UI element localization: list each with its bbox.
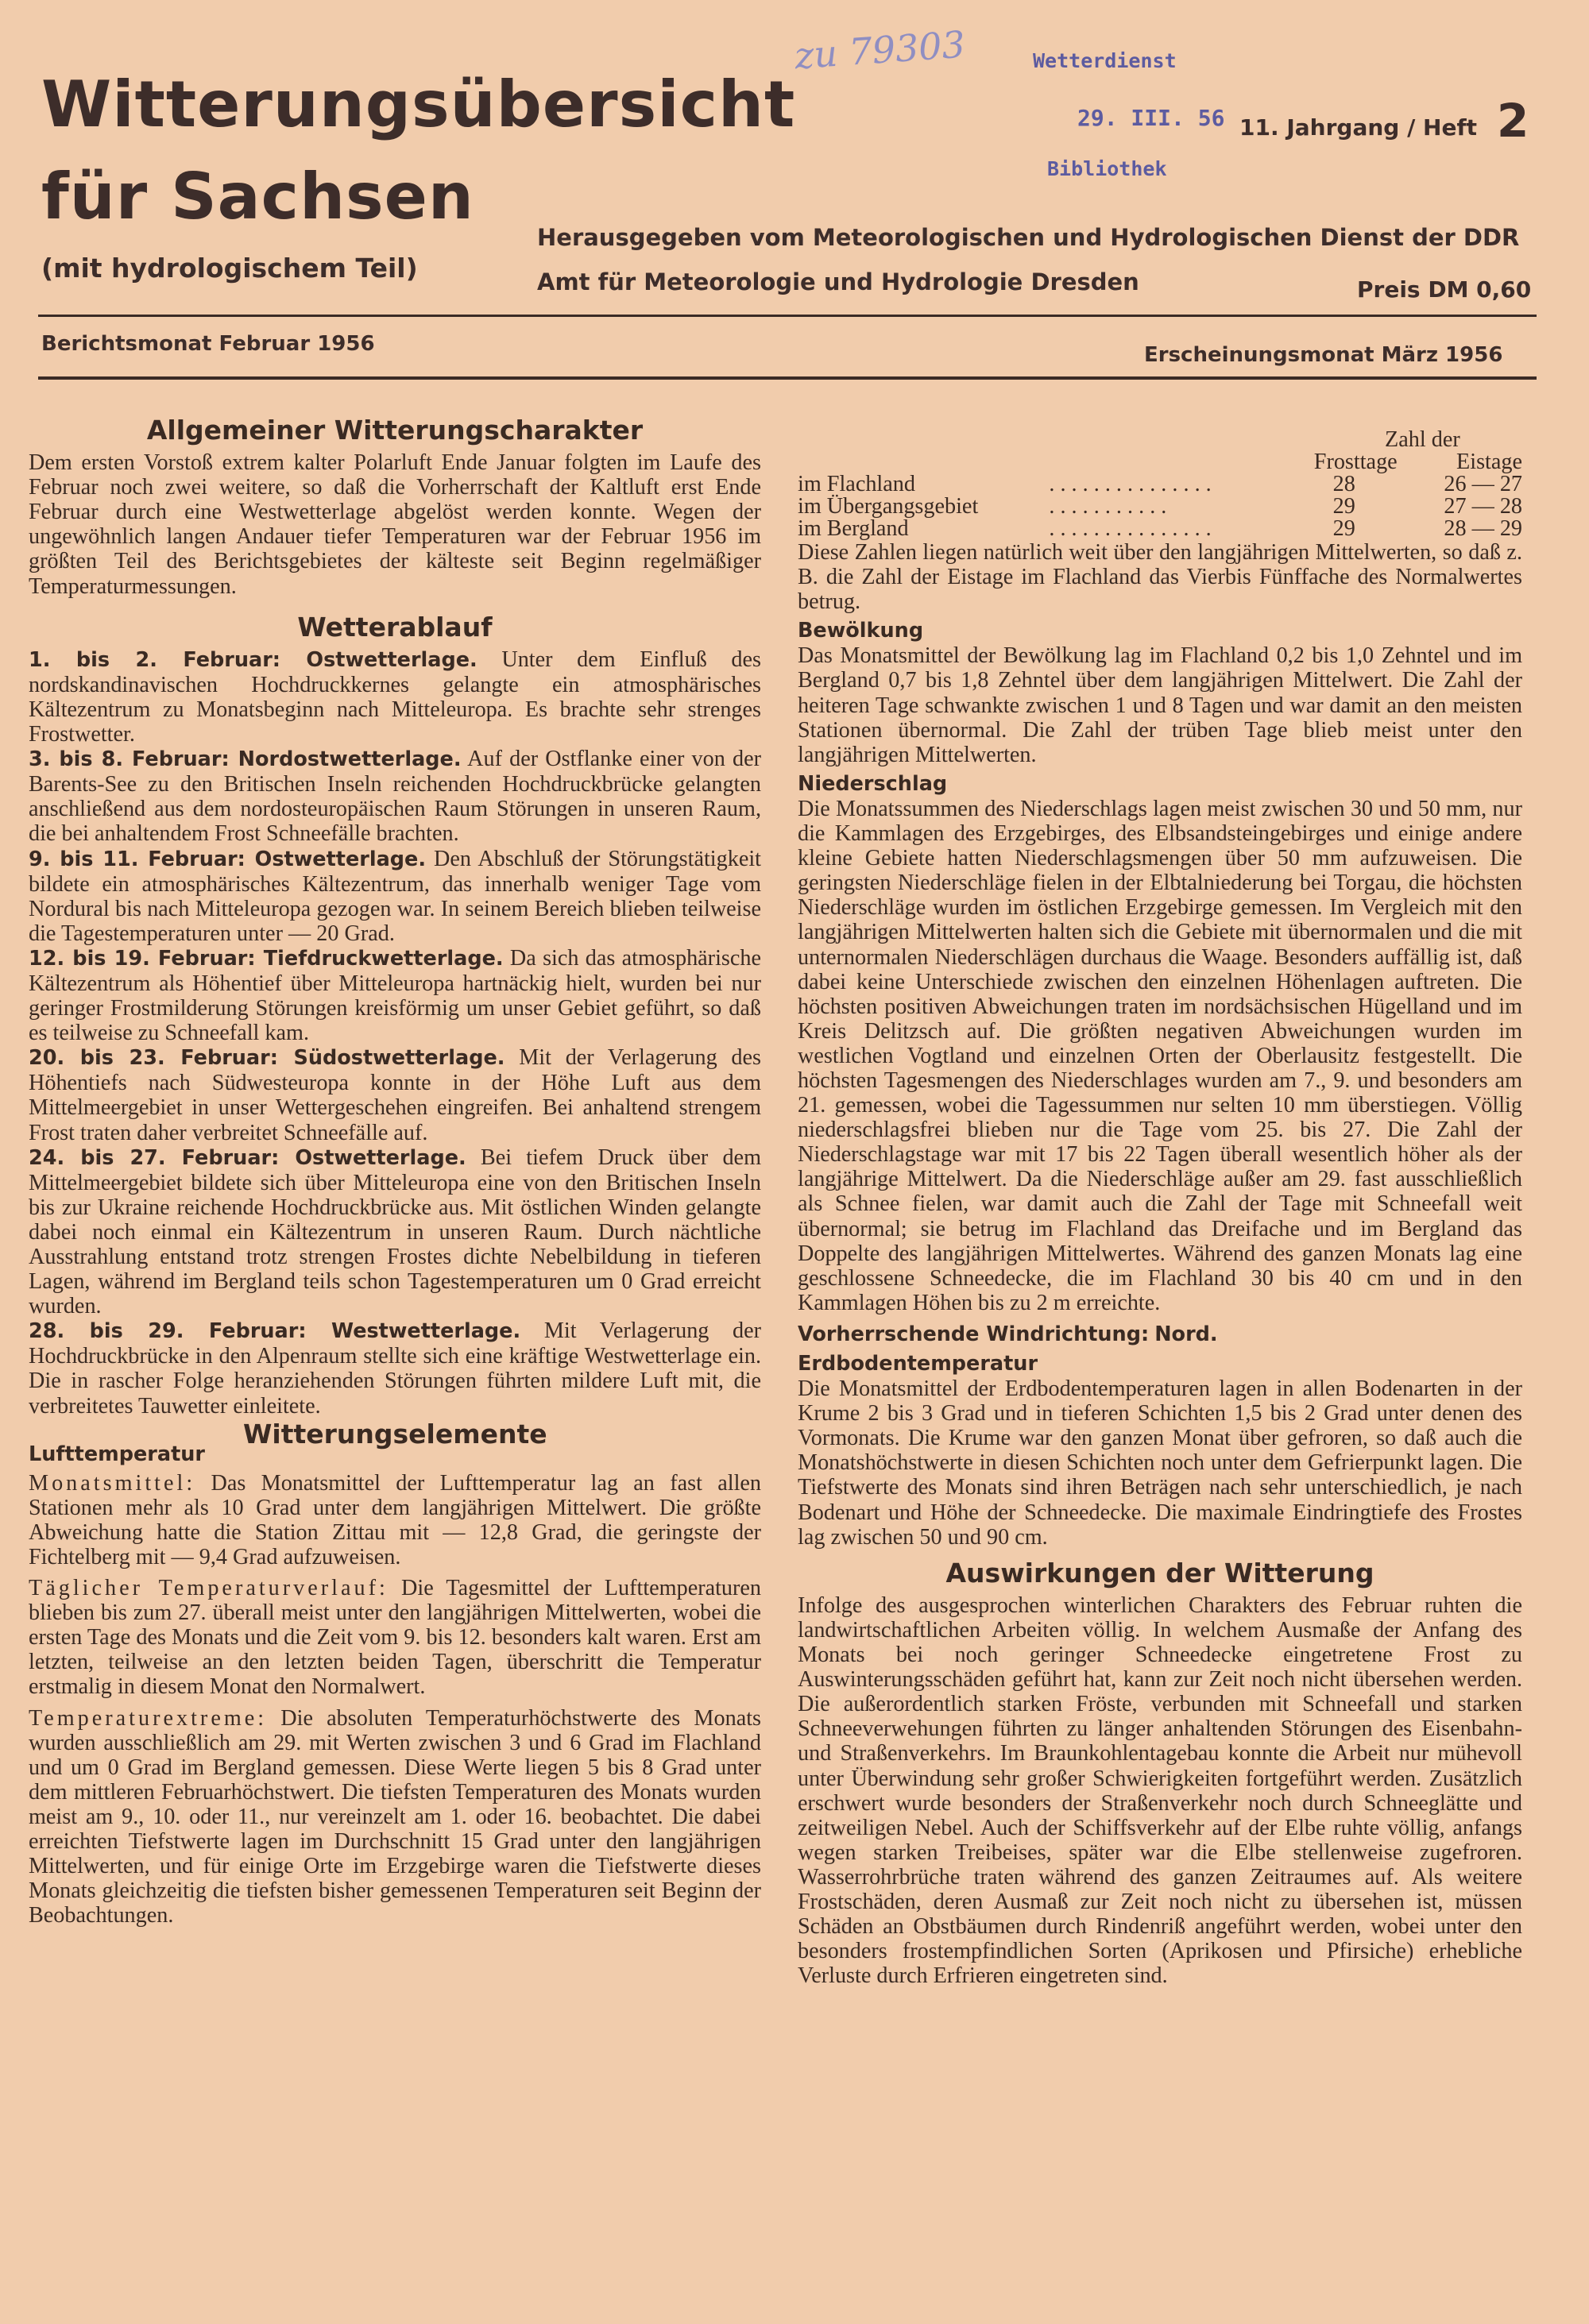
price: Preis DM 0,60 xyxy=(1357,276,1532,303)
elements-heading-row xyxy=(29,1418,761,1471)
weather-episode-5: 20. bis 23. Februar: Südostwetterlage. Mit der Verlagerung des Höhentiefs nach Südwesteuropa konnte in der Höhe Luft aus dem Mittelmeergebiet in unser Wettergeschehen eingreifen. Bei anhaltend strengem Frost traten daher verbreitet Schneefälle auf. xyxy=(29,1045,762,1145)
table-row: im Bergland . . . . . . . . . . . . . . . 29 28 — 29 xyxy=(798,516,1522,541)
heading-allgemein: Allgemeiner Witterungscharakter xyxy=(146,415,644,446)
table-header-frosttage: Frosttage xyxy=(1313,450,1398,474)
table-row: im Flachland . . . . . . . . . . . . . . . 28 26 — 27 xyxy=(798,472,1522,496)
text-temperaturverlauf: Täglicher Temperaturverlauf: Die Tagesmittel der Lufttemperaturen blieben bis zum 27. überall meist unter den langjährigen Mittelwerten, wobei die ersten Tage des Monats und die Zeit vom 9. bis 12. besonders kalt waren. Erst am letzten, teilweise an den letzten beiden Tagen, überschritt die Temperatur erstmalig in diesem Monat den Normalwert. xyxy=(29,1576,762,1700)
subheading-bewoelkung: Bewölkung xyxy=(798,619,924,643)
left-column xyxy=(29,407,761,1928)
subheading-lufttemperatur: Lufttemperatur xyxy=(29,1442,205,1466)
frost-days-table xyxy=(798,429,1522,540)
subtitle: (mit hydrologischem Teil) xyxy=(41,253,418,284)
stamp-line-3: Bibliothek xyxy=(1047,157,1167,180)
issue-number: 2 xyxy=(1497,94,1529,148)
weather-episode-1: 1. bis 2. Februar: Ostwetterlage. Unter dem Einfluß des nordskandinavischen Hochdruckkernes gelangte ein atmosphärisches Kältezentrum zu Monatsbeginn nach Mitteleuropa. Es brachte sehr strenges Frostwetter. xyxy=(29,647,761,747)
right-column xyxy=(798,429,1522,1988)
text-allgemein: Dem ersten Vorstoß extrem kalter Polarluft Ende Januar folgten im Laufe des Februar noch zwei weitere, so daß die Vorherrschaft der Kaltluft erst Ende Februar durch eine Westwetterlage abgelöst werden konnte. Wegen der ungewöhnlich langen Andauer tiefer Temperaturen war der Februar 1956 im größten Teil des Berichtsgebietes der kälteste seit Beginn regelmäßiger Temperaturmessungen. xyxy=(29,450,761,599)
weather-episode-7: 28. bis 29. Februar: Westwetterlage. Mit Verlagerung der Hochdruckbrücke in den Alpenraum stellte sich eine kräftige Westwetterlage ein. Die in rascher Folge heranziehenden Störungen führten mildere Luft mit, die verbreitetes Tauwetter einleitete. xyxy=(29,1318,762,1419)
header-rule-top xyxy=(38,315,1537,317)
report-month: Berichtsmonat Februar 1956 xyxy=(41,332,375,356)
table-note: Diese Zahlen liegen natürlich weit über den langjährigen Mittelwerten, so daß z. B. die Zahl der Eistage im Flachland das Vierbis Fünffache des Normalwertes betrug. xyxy=(798,540,1522,615)
heading-auswirkungen: Auswirkungen der Witterung xyxy=(945,1557,1374,1589)
publisher-line-1: Herausgegeben vom Meteorologischen und Hydrologischen Dienst der DDR xyxy=(537,224,1520,251)
text-erdboden: Die Monatsmittel der Erdbodentemperaturen lagen in allen Bodenarten in der Krume 2 bis 3 Grad und in tieferen Schichten 1,5 bis 2 Grad unter denen des Vormonats. Die Krume war den ganzen Monat über gefroren, so daß auch die Monatshöchstwerte in diesen Schichten noch unter dem Gefrierpunkt lagen. Die Tiefstwerte des Monats sind ihren Beträgen nach sehr unterschiedlich, je nach Bodenart und Höhe der Schneedecke. Die maximale Eindringtiefe des Frostes lag zwischen 50 und 90 cm. xyxy=(798,1376,1522,1550)
text-temperaturextreme: Temperaturextreme: Die absoluten Temperaturhöchstwerte des Monats wurden ausschließlich am 29. mit Werten zwischen 3 und 6 Grad im Flachland und um 0 Grad im Bergland gemessen. Diese Werte liegen 5 bis 8 Grad unter dem mittleren Februarhöchstwert. Die tiefsten Temperaturen des Monats wurden meist am 9., 10. oder 11., nur vereinzelt am 1. oder 16. beobachtet. Die dabei erreichten Tiefstwerte lagen im Durchschnitt 15 Grad unter den langjährigen Mittelwerten, und für einige Orte im Erzgebirge waren die Tiefstwerte dieses Monats gleichzeitig die tiefsten bisher gemessenen Temperaturen seit Beginn der Beobachtungen. xyxy=(29,1705,761,1928)
publisher-line-2: Amt für Meteorologie und Hydrologie Dresden xyxy=(537,268,1139,295)
text-bewoelkung: Das Monatsmittel der Bewölkung lag im Flachland 0,2 bis 1,0 Zehntel und im Bergland 0,7 bis 1,8 Zehntel über dem langjährigen Mittelwert. Die Zahl der heiteren Tage schwankte zwischen 1 und 8 Tagen und war damit an den meisten Stationen übernormal. Die Zahl der trüben Tage blieb meist unter den langjährigen Mittelwerten. xyxy=(798,643,1522,767)
subheading-erdboden: Erdbodentemperatur xyxy=(798,1352,1038,1376)
weather-episode-3: 9. bis 11. Februar: Ostwetterlage. Den Abschluß der Störungstätigkeit bildete ein atmosphärisches Kältezentrum, das innerhalb weniger Tage vom Nordural bis nach Mitteleuropa gezogen war. In seinem Bereich blieben teilweise die Tagestemperaturen unter — 20 Grad. xyxy=(29,846,761,946)
table-title: Zahl der xyxy=(1385,427,1460,452)
text-auswirkungen: Infolge des ausgesprochen winterlichen Charakters des Februar ruhten die landwirtschaftlichen Arbeiten völlig. In welchem Ausmaße der Anfang des Monats bei noch geringer Schneedecke eingetretene Frost zu Auswinterungsschäden geführt hat, kann zur Zeit noch nicht übersehen werden. Die außerordentlich starken Fröste, verbunden mit Schneefall und starken Schneeverwehungen führten zu länger anhaltenden Störungen des Eisenbahn- und Straßenverkehrs. Im Braunkohlentagebau konnte die Arbeit nur mühevoll unter Überwindung sehr großer Schwierigkeiten fortgeführt werden. Zusätzlich erschwert wurde besonders der Straßenverkehr noch durch Schneeglätte und zeitweiligen Nebel. Auch der Schiffsverkehr auf der Elbe ruhte völlig, anfangs wegen starken Treibeises, später war die Elbe stellenweise zugefroren. Wasserrohrbrüche traten während des ganzen Zeitraumes auf. Als weitere Frostschäden, deren Ausmaß zur Zeit noch nicht zu übersehen ist, müssen Schäden an Obstbäumen durch Rindenriß angeführt werden, wobei unter den besonders frostempfindlichen Sorten (Aprikosen und Pfirsiche) erhebliche Verluste durch Erfrieren eingetreten sind. xyxy=(798,1592,1522,1989)
text-monatsmittel: Monatsmittel: Das Monatsmittel der Lufttemperatur lag an fast allen Stationen mehr als 10 Grad unter dem langjährigen Mittelwert. Die größte Abweichung hatte die Station Zittau mit — 12,8 Grad, die geringste der Fichtelberg mit — 9,4 Grad aufzuweisen. xyxy=(29,1470,762,1569)
stamp-line-1: Wetterdienst xyxy=(1033,49,1177,72)
publication-month: Erscheinungsmonat März 1956 xyxy=(1144,343,1503,367)
title-line-1: Witterungsübersicht xyxy=(41,68,796,141)
title-line-2: für Sachsen xyxy=(41,160,474,234)
weather-episode-6: 24. bis 27. Februar: Ostwetterlage. Bei tiefem Druck über dem Mittelmeergebiet bildete sich über Mitteleuropa eine von den Britischen Inseln bis zur Ukraine reichende Hochdruckbrücke aus. Mit östlichen Winden gelangte dabei noch einmal ein Kältezentrum in unseren Raum. Durch nächtliche Ausstrahlung entstand trotz strengen Frostes dichte Nebelbildung in tieferen Lagen, während im Bergland teils schon Tagestemperaturen um 0 Grad erreicht wurden. xyxy=(29,1145,761,1319)
text-niederschlag: Die Monatssummen des Niederschlags lagen meist zwischen 30 und 50 mm, nur die Kammlagen des Erzgebirges, des Elbsandsteingebirges und einige andere kleine Gebiete hatten Niederschlagsmengen über 50 mm aufzuweisen. Die geringsten Niederschläge fielen in der Elbtalniederung bei Torgau, die höchsten Niederschläge wurden im östlichen Erzgebirge gemessen. Im Vergleich mit den langjährigen Mittelwerten halten sich die Gebiete mit übernormalen und die mit unternormalen Niederschlägen durchaus die Waage. Besonders auffällig ist, daß dabei keine Unterschiede zwischen den einzelnen Höhenlagen auftreten. Die höchsten positiven Abweichungen traten im nordsächsischen Hügelland und im Kreis Delitzsch auf. Die größten negativen Abweichungen wurden im westlichen Vogtland und einzelnen Orten der Oberlausitz festgestellt. Die höchsten Tagesmengen des Niederschlages wurden am 7., 9. und besonders am 21. gemessen, wobei die Tagessummen nur selten 10 mm überstiegen. Völlig niederschlagsfrei blieben nur die Tage vom 25. bis 27. Die Zahl der Niederschlagstage war mit 17 bis 22 Tagen überall wesentlich höher als der langjährige Mittelwert. Da die Niederschläge außer am 29. fast ausschließlich als Schnee fielen, war damit auch die Zahl der Tage mit Schneefall weit übernormal; sie betrug im Flachland das Dreifache und im Bergland das Doppelte des langjährigen Mittelwertes. Während des ganzen Monats lag eine geschlossene Schneedecke, die im Flachland 30 bis 40 cm und in den Kammlagen Höhen bis zu 2 m erreichte. xyxy=(798,796,1522,1315)
heading-witterungselemente: Witterungselemente xyxy=(243,1418,547,1450)
heading-wetterablauf: Wetterablauf xyxy=(297,611,493,643)
subheading-niederschlag: Niederschlag xyxy=(798,771,948,796)
weather-episode-2: 3. bis 8. Februar: Nordostwetterlage. Auf der Ostflanke einer von der Barents-See zu den Britischen Inseln reichenden Hochdruckbrücke gelangten anschließend aus dem nordosteuropäischen Raum Störungen in unseren Raum, die bei anhaltendem Frost Schneefälle brachten. xyxy=(29,747,761,847)
stamp-date: 29. III. 56 xyxy=(1077,105,1225,131)
handwritten-archive-number: zu 79303 xyxy=(793,22,967,78)
header-rule-bottom xyxy=(38,376,1537,380)
text-windrichtung: Vorherrschende Windrichtung: Nord. xyxy=(798,1322,1218,1346)
weather-episode-4: 12. bis 19. Februar: Tiefdruckwetterlage. Da sich das atmosphärische Kältezentrum als Höhentief über Mitteleuropa hartnäckig hielt, wurden bei nur geringer Frostmilderung Störungen kreisförmig um unser Gebiet geführt, so daß es teilweise zu Schneefall kam. xyxy=(29,945,761,1046)
table-row: im Übergangsgebiet . . . . . . . . . . . 29 27 — 28 xyxy=(798,494,1522,519)
table-header-eistage: Eistage xyxy=(1456,450,1522,474)
edition-label: 11. Jahrgang / Heft xyxy=(1239,114,1478,141)
